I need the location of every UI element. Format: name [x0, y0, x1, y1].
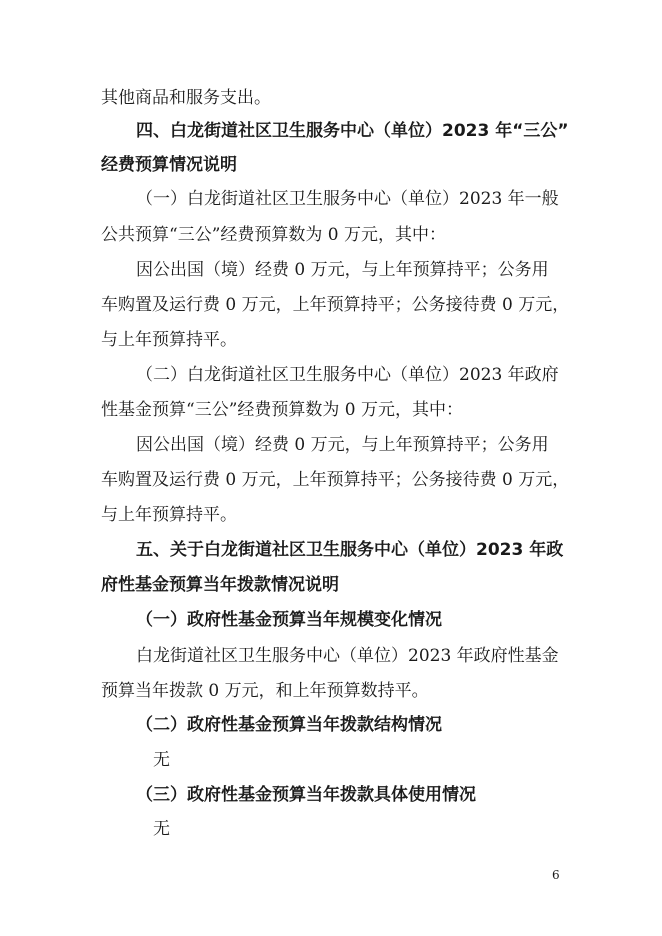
text-line: 因公出国（境）经费 0 万元，与上年预算持平；公务用	[136, 260, 549, 280]
text-line: 与上年预算持平。	[101, 330, 237, 350]
text-line: 因公出国（境）经费 0 万元，与上年预算持平；公务用	[136, 435, 549, 455]
text-line: 与上年预算持平。	[101, 505, 237, 525]
text-line: 性基金预算“三公”经费预算数为 0 万元，其中：	[101, 400, 464, 420]
text-line: （一）白龙街道社区卫生服务中心（单位）2023 年一般	[136, 189, 559, 209]
text-line: 白龙街道社区卫生服务中心（单位）2023 年政府性基金	[136, 646, 559, 666]
text-line: （二）白龙街道社区卫生服务中心（单位）2023 年政府	[136, 365, 559, 385]
section-heading: 四、白龙街道社区卫生服务中心（单位）2023 年“三公”	[136, 121, 569, 141]
section-heading-cont: 府性基金预算当年拨款情况说明	[101, 575, 339, 595]
section-heading: 五、关于白龙街道社区卫生服务中心（单位）2023 年政	[136, 540, 564, 560]
page-number: 6	[552, 868, 560, 882]
text-line: 无	[153, 819, 170, 839]
section-heading-cont: 经费预算情况说明	[101, 155, 237, 175]
subsection-heading: （一）政府性基金预算当年规模变化情况	[136, 610, 442, 630]
text-line: 预算当年拨款 0 万元，和上年预算数持平。	[101, 681, 429, 701]
subsection-heading: （三）政府性基金预算当年拨款具体使用情况	[136, 785, 476, 805]
text-line: 公共预算“三公”经费预算数为 0 万元，其中：	[101, 225, 447, 245]
text-line: 其他商品和服务支出。	[101, 88, 271, 108]
text-line: 车购置及运行费 0 万元，上年预算持平；公务接待费 0 万元，	[101, 295, 570, 315]
subsection-heading: （二）政府性基金预算当年拨款结构情况	[136, 715, 442, 735]
text-line: 无	[153, 750, 170, 770]
text-line: 车购置及运行费 0 万元，上年预算持平；公务接待费 0 万元，	[101, 470, 570, 490]
